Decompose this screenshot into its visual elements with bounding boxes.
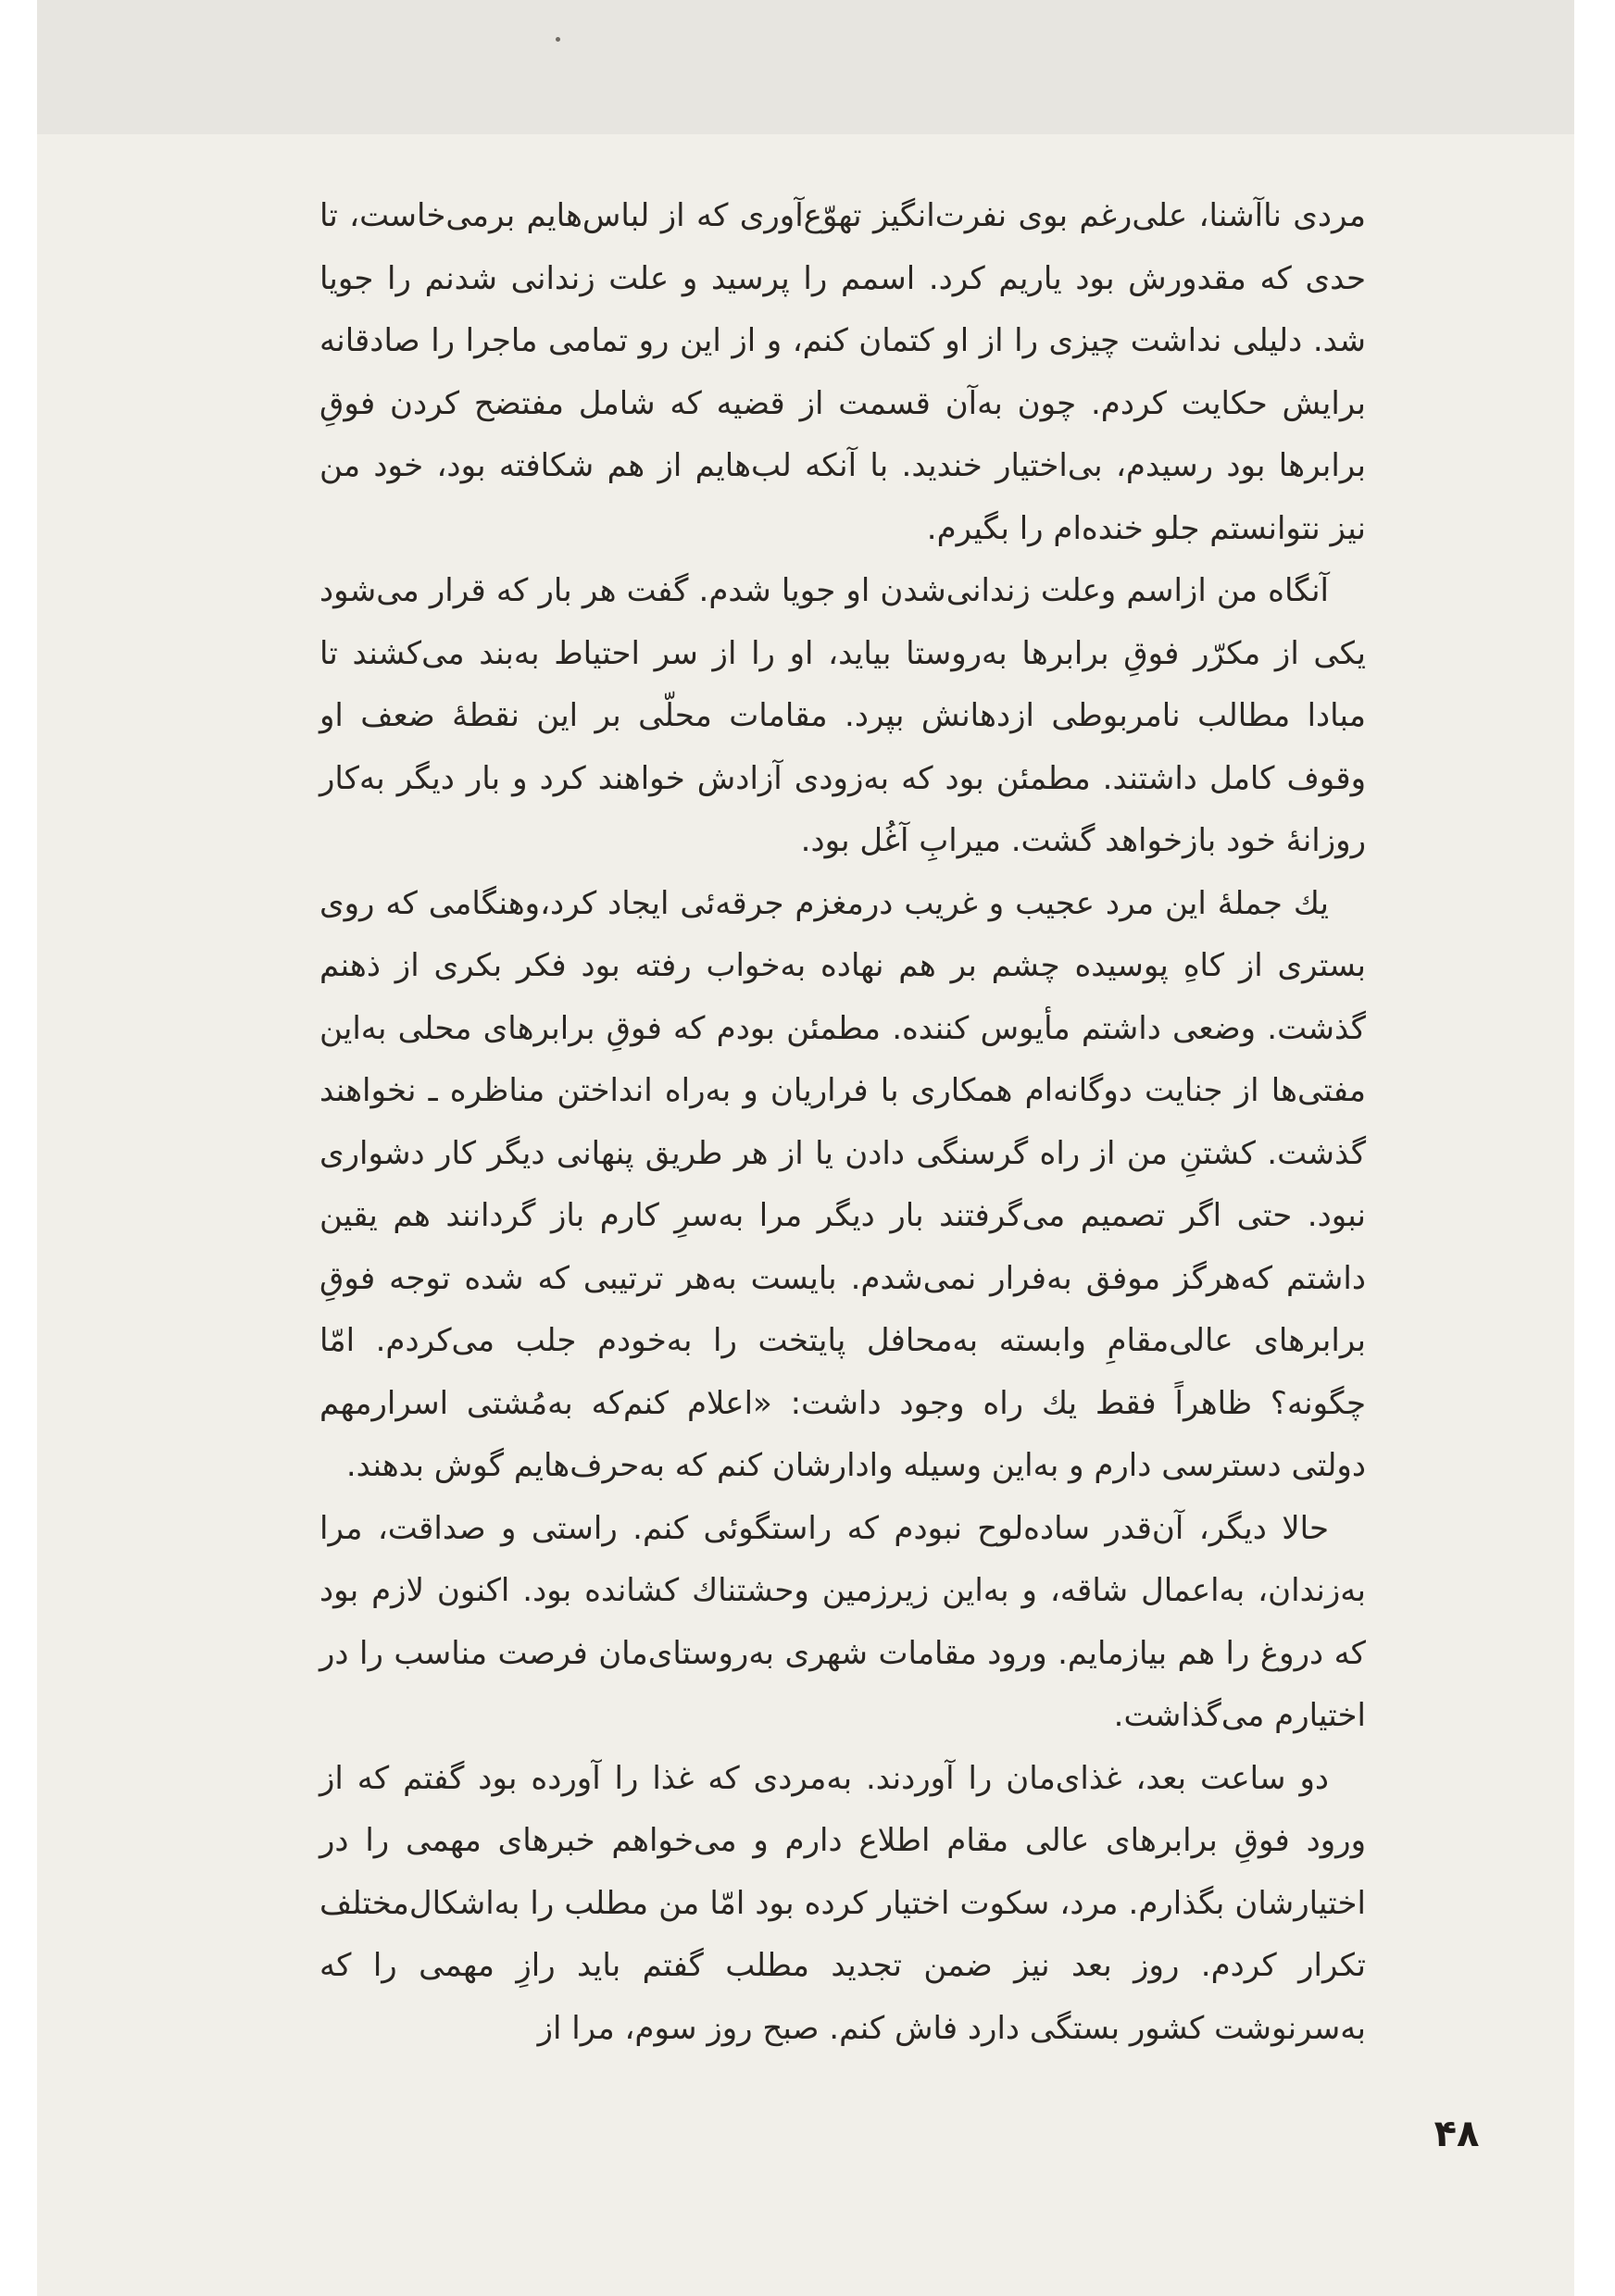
paragraph-2: آنگاه من ازاسم وعلت زندانی‌شدن او جویا شدم. گفت هر بار که قرار می‌شود یکی از مکرّر فوقِ برابرها به‌روستا بیاید، او را از سر احتیاط به‌بند می‌کشند تا مبادا مطالب نامربوطی ازدهانش بپرد. مقامات محلّی بر این نقطهٔ ضعف او وقوف کامل داشتند. مطمئن بود که به‌زودی آزادش خواهند کرد و بار دیگر به‌کار روزانهٔ خود بازخواهد گشت. میرابِ آغُل بود.	[319, 572, 1366, 859]
paper-speck	[556, 37, 560, 42]
paragraph-5: دو ساعت بعد، غذای‌مان را آوردند. به‌مردی که غذا را آورده بود گفتم که از ورود فوقِ برابرهای عالی مقام اطلاع دارم و می‌خواهم خبرهای مهمی را در اختیارشان بگذارم. مرد، سکوت اختیار کرده بود امّا من مطلب را به‌اشکال‌مختلف تکرار کردم. روز بعد نیز ضمن تجدید مطلب گفتم باید رازِ مهمی را که به‌سرنوشت کشور بستگی دارد فاش کنم. صبح روز سوم، مرا از	[319, 1759, 1366, 2047]
page-number: ۴۸	[1433, 2113, 1480, 2155]
page-top-shade	[37, 0, 1574, 134]
paragraph-3: یك جملهٔ این مرد عجیب و غریب درمغزم جرقه‌ئی ایجاد کرد،وهنگامی که روی بستری از کاهِ پوسیده چشم بر هم نهاده به‌خواب رفته بود فکر بکری از ذهنم گذشت. وضعی داشتم مأیوس کننده. مطمئن بودم که فوقِ برابرهای محلی به‌این مفتی‌ها از جنایت دوگانه‌ام همکاری با فراریان و به‌راه انداختن مناظره ـ نخواهند گذشت. کشتنِ من از راه گرسنگی دادن یا از هر طریق پنهانی دیگر کار دشواری نبود. حتی اگر تصمیم می‌گرفتند بار دیگر مرا به‌سرِ کارم باز گردانند هم یقین داشتم که‌هرگز موفق به‌فرار نمی‌شدم. بایست به‌هر ترتیبی که شده توجه فوقِ برابرهای عالی‌مقامِ وابسته به‌محافل پایتخت را به‌خودم جلب می‌کردم. امّا چگونه؟ ظاهراً فقط یك راه وجود داشت: «اعلام کنم‌که به‌مُشتی اسرارمهم دولتی دسترسی دارم و به‌این وسیله وادارشان کنم که به‌حرف‌هایم گوش بدهند.	[319, 884, 1366, 1484]
paragraph-4: حالا دیگر، آن‌قدر ساده‌لوح نبودم که راستگوئی کنم. راستی و صداقت، مرا به‌زندان، به‌اعمال شاقه، و به‌این زیرزمین وحشتناك کشانده بود. اکنون لازم بود که دروغ را هم بیازمایم. ورود مقامات شهری به‌روستای‌مان فرصت مناسب را در اختیارم می‌گذاشت.	[319, 1509, 1366, 1734]
paragraph-1: مردی ناآشنا، علی‌رغم بوی نفرت‌انگیز تهوّع‌آوری که از لباس‌هایم برمی‌خاست، تا حدی که مقدورش بود یاریم کرد. اسمم را پرسید و علت زندانی شدنم را جویا شد. دلیلی نداشت چیزی را از او کتمان کنم، و از این رو تمامی ماجرا را صادقانه برایش حکایت کردم. چون به‌آن قسمت از قضیه که شامل مفتضح کردن فوقِ برابرها بود رسیدم، بی‌اختیار خندید. با آنکه لب‌هایم از هم شکافته بود، خود من نیز نتوانستم جلو خنده‌ام را بگیرم.	[319, 197, 1366, 547]
page-body-text	[319, 185, 1366, 2060]
